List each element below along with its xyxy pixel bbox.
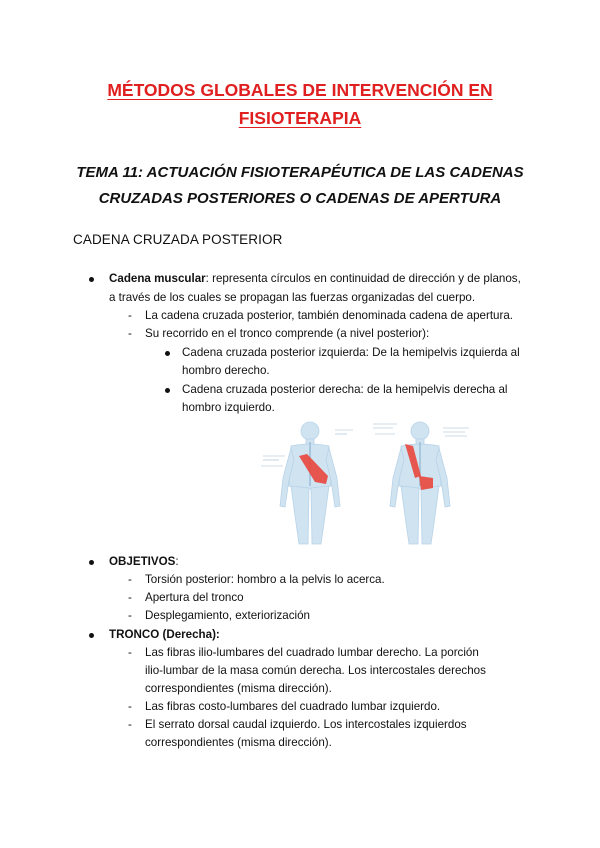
bullet-dot [89, 560, 94, 565]
cadena-sub-item-1: La cadena cruzada posterior, también denominada cadena de apertura. [145, 309, 514, 322]
bullet-dot [89, 633, 94, 638]
tronco-item-1-line-3: correspondientes (misma dirección). [145, 682, 332, 695]
dash-marker: - [128, 309, 132, 322]
bullet-dot [165, 351, 170, 356]
document-subtitle [60, 160, 540, 212]
tronco-item-3-line-2: correspondientes (misma dirección). [145, 736, 332, 749]
muscle-pelvis-right [419, 476, 433, 490]
objetivos-item-2: Apertura del tronco [145, 591, 244, 604]
tronco-item-2-line-1: Las fibras costo-lumbares del cuadrado lumbar izquierdo. [145, 700, 441, 713]
objetivos-item-1: Torsión posterior: hombro a la pelvis lo acerca. [145, 573, 385, 586]
list-item [109, 553, 179, 571]
dash-marker: - [128, 573, 132, 586]
subtitle-line-1: TEMA 11: ACTUACIÓN FISIOTERAPÉUTICA DE LAS CADENAS [76, 164, 524, 181]
objetivos-item-3: Desplegamiento, exteriorización [145, 609, 310, 622]
document-title [60, 76, 540, 132]
nested-item-1-line-1: Cadena cruzada posterior izquierda: De la hemipelvis izquierda al [182, 346, 520, 359]
objetivos-colon: : [175, 555, 179, 568]
nested-item-2-line-1: Cadena cruzada posterior derecha: de la hemipelvis derecha al [182, 383, 508, 396]
dash-marker: - [128, 646, 132, 659]
bullet-dot [165, 388, 170, 393]
objetivos-label: OBJETIVOS [109, 555, 176, 568]
cadena-label: Cadena muscular [109, 272, 206, 285]
nested-item-2-line-2: hombro izquierdo. [182, 401, 275, 414]
list-item [109, 270, 521, 288]
nested-item-1-line-2: hombro derecho. [182, 364, 270, 377]
subtitle-line-2: CRUZADAS POSTERIORES O CADENAS DE APERTURA [98, 190, 502, 207]
cadena-text-line-1: : representa círculos en continuidad de dirección y de planos, [205, 272, 521, 285]
anatomy-figure [255, 418, 485, 546]
cadena-text-line-2: a través de los cuales se propagan las fuerzas organizadas del cuerpo. [109, 291, 476, 304]
tronco-item-1-line-2: ilio-lumbar de la masa común derecha. Los intercostales derechos [145, 664, 486, 677]
dash-marker: - [128, 609, 132, 622]
tronco-item-3-line-1: El serrato dorsal caudal izquierdo. Los intercostales izquierdos [145, 718, 467, 731]
title-line-1: MÉTODOS GLOBALES DE INTERVENCIÓN EN [107, 80, 493, 100]
dash-marker: - [128, 718, 132, 731]
tronco-label: TRONCO (Derecha): [109, 628, 220, 641]
dash-marker: - [128, 327, 132, 340]
cadena-sub-item-2: Su recorrido en el tronco comprende (a nivel posterior): [145, 327, 430, 340]
dash-marker: - [128, 700, 132, 713]
bullet-dot [89, 277, 94, 282]
tronco-item-1-line-1: Las fibras ilio-lumbares del cuadrado lumbar derecho. La porción [145, 646, 479, 659]
section-heading: CADENA CRUZADA POSTERIOR [73, 232, 283, 247]
title-line-2: FISIOTERAPIA [238, 108, 362, 128]
dash-marker: - [128, 591, 132, 604]
